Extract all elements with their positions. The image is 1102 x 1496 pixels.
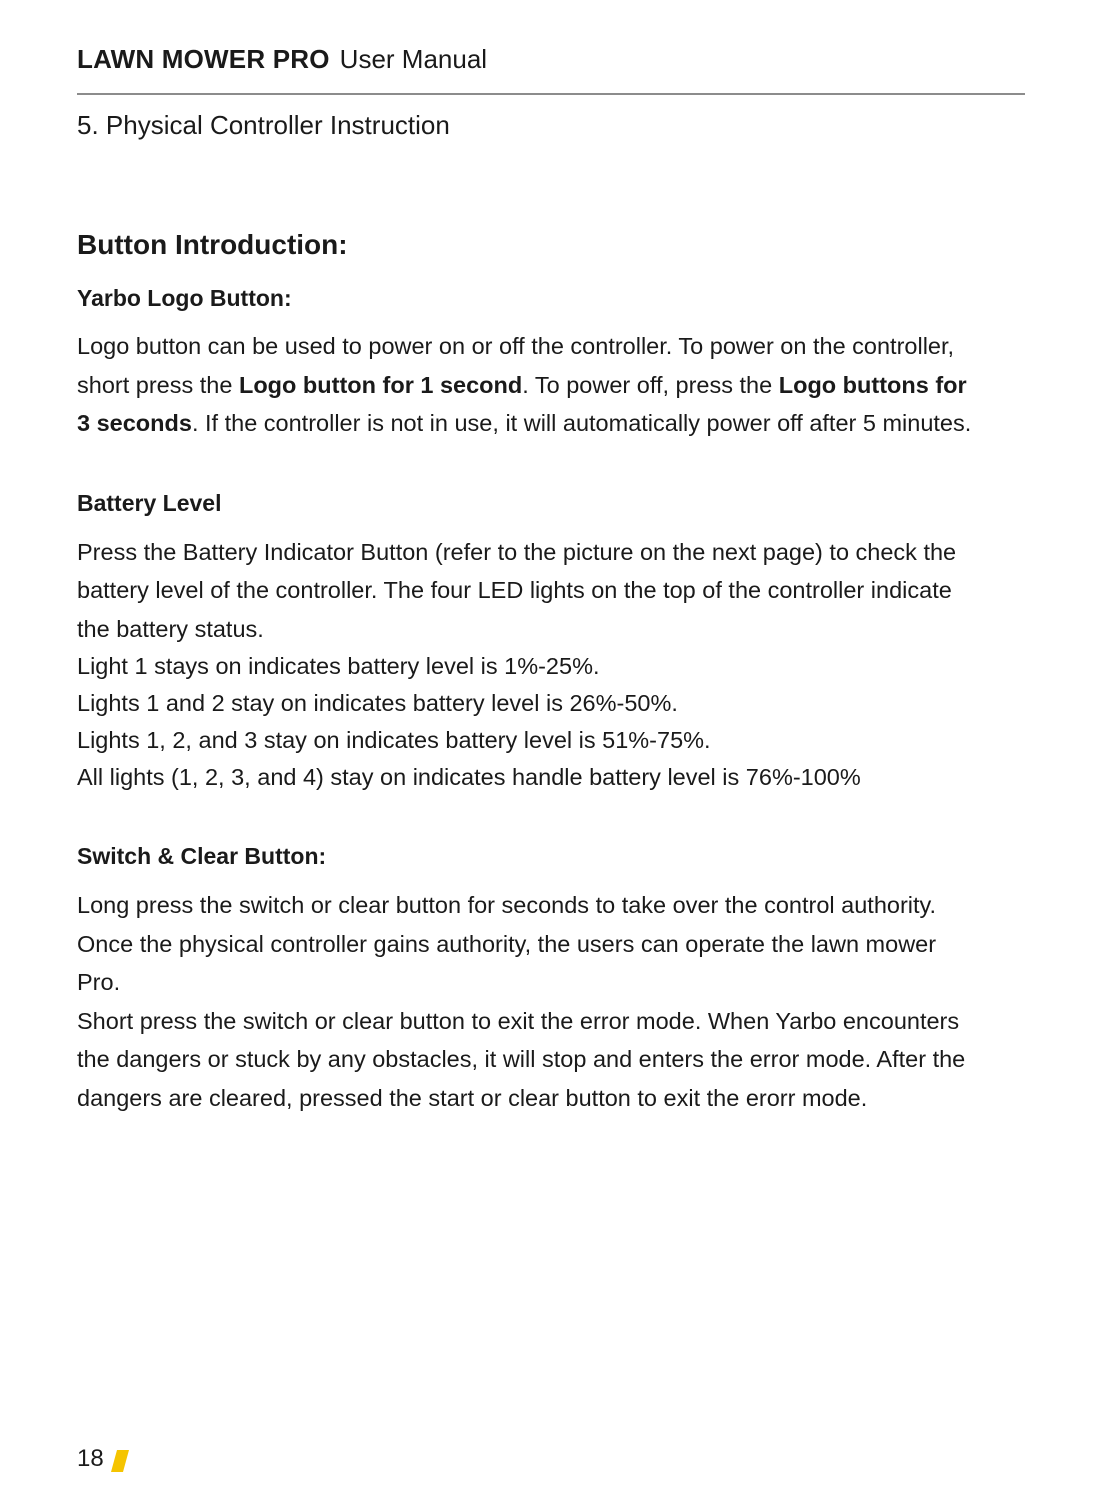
battery-level-list [77,648,977,796]
document-header [77,44,487,75]
battery-level-line: Lights 1, 2, and 3 stay on indicates battery level is 51%-75%. [77,727,711,754]
page-accent-mark [110,1442,130,1476]
page-heading: Button Introduction: [77,229,348,260]
logo-bold-1: Logo button for 1 second [238,371,523,398]
battery-level-line: Lights 1 and 2 stay on indicates battery level is 26%-50%. [77,690,678,717]
logo-button-paragraph [77,327,977,443]
page-footer [77,1442,130,1476]
logo-bold-2: Logo buttons for 3 seconds [77,371,967,437]
main-content [77,228,977,1163]
section-title: 5. Physical Controller Instruction [77,110,450,140]
logo-button-section [77,284,977,443]
battery-level-line: Light 1 stays on indicates battery level is 1%-25%. [77,653,600,680]
header-divider [77,93,1025,95]
logo-button-heading: Yarbo Logo Button: [77,284,292,311]
battery-level-intro: Press the Battery Indicator Button (refer to the picture on the next page) to check the battery level of the controller. The four LED lights on the top of the controller indicate the battery status. [77,538,957,642]
battery-level-heading: Battery Level [77,489,222,516]
logo-text-2: . To power off, press the [522,371,779,398]
switch-clear-section [77,842,977,1117]
brand-name: LAWN MOWER PRO [77,44,330,74]
switch-clear-paragraph: Short press the switch or clear button to exit the error mode. When Yarbo encounters the dangers or stuck by any obstacles, it will stop and enters the error mode. After the dangers are cleared, pressed the start or clear button to exit the erorr mode. [77,1007,966,1111]
battery-level-line: All lights (1, 2, 3, and 4) stay on indicates handle battery level is 76%-100% [77,764,861,791]
logo-text-3: . If the controller is not in use, it will automatically power off after 5 minutes. [191,410,972,437]
battery-level-section [77,489,977,796]
page-number: 18 [77,1445,104,1472]
logo-text-1: Logo button can be used to power on or off the controller. To power on the controller, short press the [77,333,955,398]
document-subtitle: User Manual [339,44,488,74]
switch-clear-paragraph: Long press the switch or clear button for seconds to take over the control authority. Once the physical controller gains authority, the users can operate the lawn mower Pro. [77,892,937,996]
switch-clear-heading: Switch & Clear Button: [77,843,327,870]
